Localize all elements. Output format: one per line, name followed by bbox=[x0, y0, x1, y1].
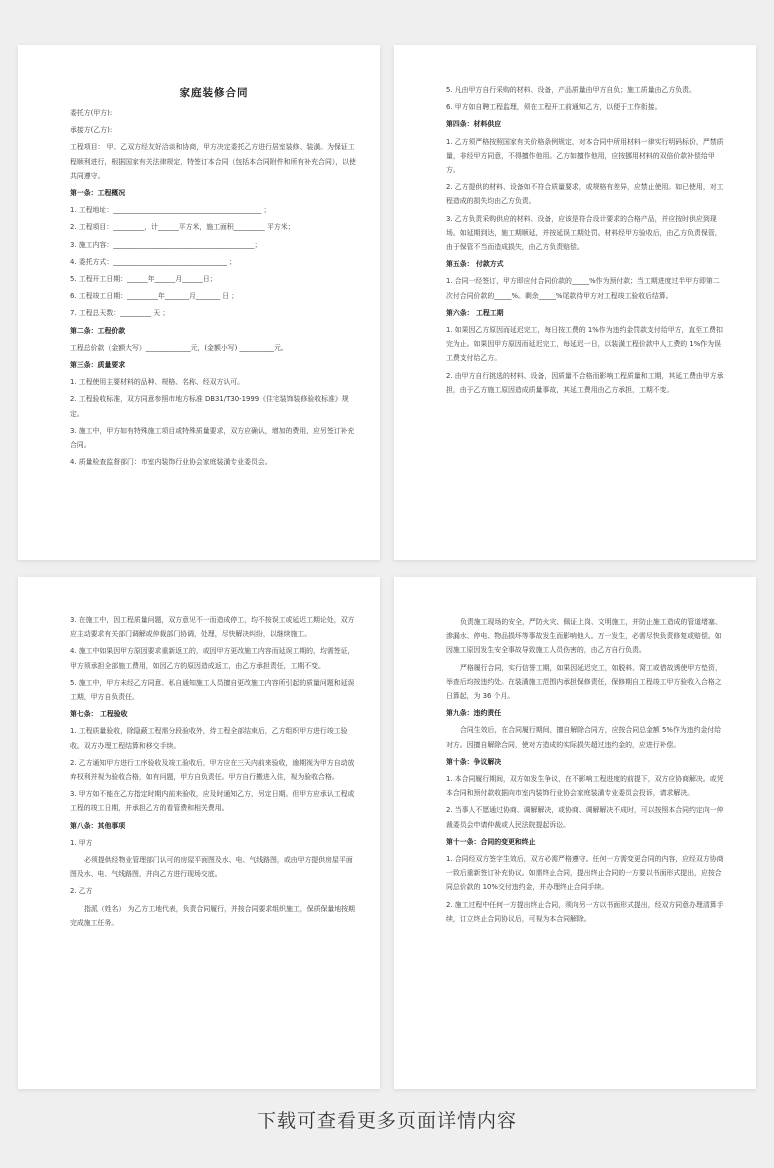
document-page-4 bbox=[394, 577, 756, 1089]
page-body bbox=[446, 83, 726, 397]
section-heading: 第十条：争议解决 bbox=[446, 757, 502, 766]
paragraph: 2. 工程验收标准，双方同意参照市地方标准 DB31/T30-1999《住宅装饰装修验收标准》规定。 bbox=[70, 395, 349, 418]
paragraph: 2. 由甲方自行挑选的材料、设备，因质量不合格而影响工程质量和工期，其延工费由甲方承担，由于乙方施工原因造成质量事故，其延工费用由乙方承担，工期不变。 bbox=[446, 371, 724, 394]
paragraph: 1. 本合同履行期间，双方如发生争议，在不影响工程进度的前提下，双方应协商解决。或凭本合同和预付款收据向市室内装饰行业协会家庭装潢专业委员会投诉，请求解决。 bbox=[446, 775, 724, 798]
paragraph: 1. 工程使用主要材料的品种、规格、名称、经双方认可。 bbox=[70, 378, 245, 387]
paragraph: 1. 合同经双方签字生效后，双方必需严格遵守。任何一方需变更合同的内容，应经双方协商一致后重新签订补充协议。如需终止合同，提出终止合同的一方要以书面形式提出，应按合同总价款的 10%交付违约金，并办理终止合同手续。 bbox=[446, 855, 724, 892]
section-heading: 第一条：工程概况 bbox=[70, 189, 126, 198]
paragraph: 4. 质量检查监督部门：市室内装饰行业协会家庭装潢专业委员会。 bbox=[70, 458, 272, 467]
paragraph: 2. 乙方通知甲方进行工序验收及竣工验收后，甲方应在三天内前来验收，逾期视为甲方自动放弃权利并视为验收合格，如有问题，甲方自负责任。甲方自行搬进入住，视为验收合格。 bbox=[70, 758, 355, 782]
section-heading: 第九条：违约责任 bbox=[446, 709, 502, 718]
paragraph: 4. 施工中如果因甲方原因要求重新返工的，或因甲方更改施工内容而延误工期的，均需签证，甲方须承担全部施工费用，如因乙方的原因造成返工，由乙方承担责任，工期不变。 bbox=[70, 647, 355, 670]
paragraph: 2. 当事人不愿通过协商、调解解决，或协商、调解解决不成时，可以按照本合同约定向一仲裁委员会申请仲裁或人民法院提起诉讼。 bbox=[446, 806, 724, 829]
paragraph: 1. 工程质量验收，除隐蔽工程需分段验收外，待工程全部结束后，乙方组织甲方进行竣工验收。双方办理工程结算和移交手续。 bbox=[70, 727, 348, 750]
paragraph: 2. 施工过程中任何一方提出终止合同，须向另一方以书面形式提出，经双方同意办理清算手续，订立终止合同协议后，可视为本合同解除。 bbox=[446, 900, 724, 923]
section-heading: 第七条： 工程验收 bbox=[70, 710, 128, 719]
download-more-caption: 下载可查看更多页面详情内容 bbox=[256, 1110, 517, 1132]
document-page-2 bbox=[394, 45, 756, 560]
paragraph: 严格履行合同，实行信誉工期，如果因延迟完工，如脱料、窝工或借故诱使甲方垫资，举查后均按违约处。在装潢施工范围内承担保修责任，保修期自工程竣工甲方验收入合格之日算起，为 36 个月。 bbox=[446, 663, 722, 701]
section-heading: 第四条：材料供应 bbox=[446, 120, 502, 129]
section-heading: 第五条： 付款方式 bbox=[446, 260, 504, 269]
document-page-3 bbox=[18, 577, 380, 1089]
page-body bbox=[446, 615, 726, 926]
section-heading: 第三条：质量要求 bbox=[70, 361, 126, 370]
section-heading: 第十一条：合同的变更和终止 bbox=[446, 837, 536, 846]
paragraph: 5. 凡由甲方自行采购的材料、设备，产品质量由甲方自负；施工质量由乙方负责。 bbox=[446, 86, 696, 94]
paragraph: 1. 如果因乙方原因而延迟完工，每日按工费的 1%作为违约金罚款支付给甲方，直至工费扣完为止。如果因甲方原因而延迟完工，每延迟一日，以装潢工程价款中人工费的 1%作为误工费支付给乙方。 bbox=[446, 326, 723, 363]
paragraph: 委托方(甲方): bbox=[70, 109, 113, 117]
paragraph: 6. 工程竣工日期：_________年_______月_______ 日 ； bbox=[70, 292, 239, 301]
section-heading: 第六条： 工程工期 bbox=[446, 308, 504, 317]
section-heading: 第八条：其他事项 bbox=[70, 821, 126, 830]
paragraph: 必须提供经物业管理部门认可的房屋平面图及水、电、气线路图，或由甲方提供房屋平面图及水、电、气线路图，并向乙方进行现场交底。 bbox=[70, 856, 353, 879]
paragraph: 3. 甲方如不能在乙方指定时期内前来验收，应及时通知乙方，另定日期。但甲方应承认工程或工程的竣工日期，并承担乙方的看管费和相关费用。 bbox=[70, 790, 355, 813]
paragraph: 2. 乙方提供的材料、设备如不符合质量要求，或规格有差异，应禁止使用。如已使用，对工程造成的损失均由乙方负责。 bbox=[446, 183, 724, 206]
paragraph: 5. 工程开工日期：______年______月______日； bbox=[70, 275, 217, 284]
paragraph: 3. 施工中，甲方如有特殊施工项目或特殊质量要求，双方应确认，增加的费用，应另签订补充合同。 bbox=[70, 426, 355, 450]
paragraph: 1. 甲方 bbox=[70, 838, 93, 847]
paragraph: 2. 工程项目：_________，计______平方米，施工面积_________ 平方米； bbox=[70, 223, 295, 232]
paragraph: 6. 甲方如自聘工程监理，须在工程开工前通知乙方，以便于工作衔接。 bbox=[446, 103, 662, 112]
paragraph: 3. 在施工中，因工程质量问题，双方意见不一而造成停工，均不按误工或延迟工期论处，双方应主动要求有关部门调解或仲裁部门协调，处理，尽快解决纠纷，以继续施工。 bbox=[70, 616, 355, 639]
paragraph: 1. 工程地址：___________________________________________ ； bbox=[70, 206, 271, 215]
section-heading: 第二条：工程价款 bbox=[70, 326, 126, 335]
page-body bbox=[70, 613, 358, 930]
paragraph: 工程项目： 甲、乙双方经友好洽谈和协商，甲方决定委托乙方进行居室装修、装潢。为保证工程顺利进行，根据国家有关法律规定，特签订本合同（包括本合同附件和所有补充合同），以使共同遵守。 bbox=[70, 143, 356, 180]
paragraph: 1. 合同一经签订，甲方即应付合同价款的_____%作为预付款；当工期进度过半甲方即第二次付合同价款的_____%。剩余_____%尾款待甲方对工程竣工验收后结算。 bbox=[446, 277, 720, 300]
paragraph: 3. 施工内容：_________________________________________； bbox=[70, 240, 262, 249]
paragraph: 7. 工程总天数：_________ 天 ； bbox=[70, 309, 170, 318]
paragraph: 负责施工现场的安全，严防火灾、佩证上岗、文明施工，并防止施工造成的管道堵塞、渗漏水、停电、物品损坏等事故发生而影响他人。万一发生，必需尽快负责修复或赔偿。如因施工原因发生安全事故导致施工人员伤害的，由乙方自行负责。 bbox=[446, 618, 722, 655]
paragraph: 合同生效后，在合同履行期间，擅自解除合同方，应按合同总金额 5%作为违约金付给对方。因擅自解除合同，使对方造成的实际损失超过违约金的，应进行补偿。 bbox=[446, 726, 722, 749]
page-body bbox=[70, 106, 358, 469]
paragraph: 工程总价款（金额大写）_____________元，(金额小写) __________元。 bbox=[70, 343, 288, 352]
paragraph: 5. 施工中，甲方未经乙方同意、私自通知施工人员擅自更改施工内容所引起的质量问题和延误工期，甲方自负责任。 bbox=[70, 678, 355, 702]
paragraph: 指派（姓名） 为乙方工地代表，负责合同履行，并按合同要求组织施工，保质保量地按期完成施工任务。 bbox=[70, 904, 355, 927]
paragraph: 3. 乙方负责采购供应的材料、设备，应该是符合设计要求的合格产品，并应按时供应到现场。如延期到达，施工期顺延，并按延误工期处罚。材料经甲方验收后，由乙方负责保管，由于保管不当而造成损失，由乙方负责赔偿。 bbox=[446, 214, 722, 252]
document-page-1 bbox=[18, 45, 380, 560]
paragraph: 2. 乙方 bbox=[70, 887, 93, 896]
paragraph: 4. 委托方式：_________________________________ ； bbox=[70, 257, 236, 266]
page-title: 家庭装修合同 bbox=[179, 87, 249, 99]
paragraph: 1. 乙方须严格按照国家有关价格条例规定，对本合同中所用材料一律实行明码标价，严禁质量，非经甲方同意，不得擅作他用。乙方如擅作他用，应按挪用材料的双倍价款补偿给甲方。 bbox=[446, 137, 724, 175]
paragraph: 承接方(乙方): bbox=[70, 126, 113, 135]
